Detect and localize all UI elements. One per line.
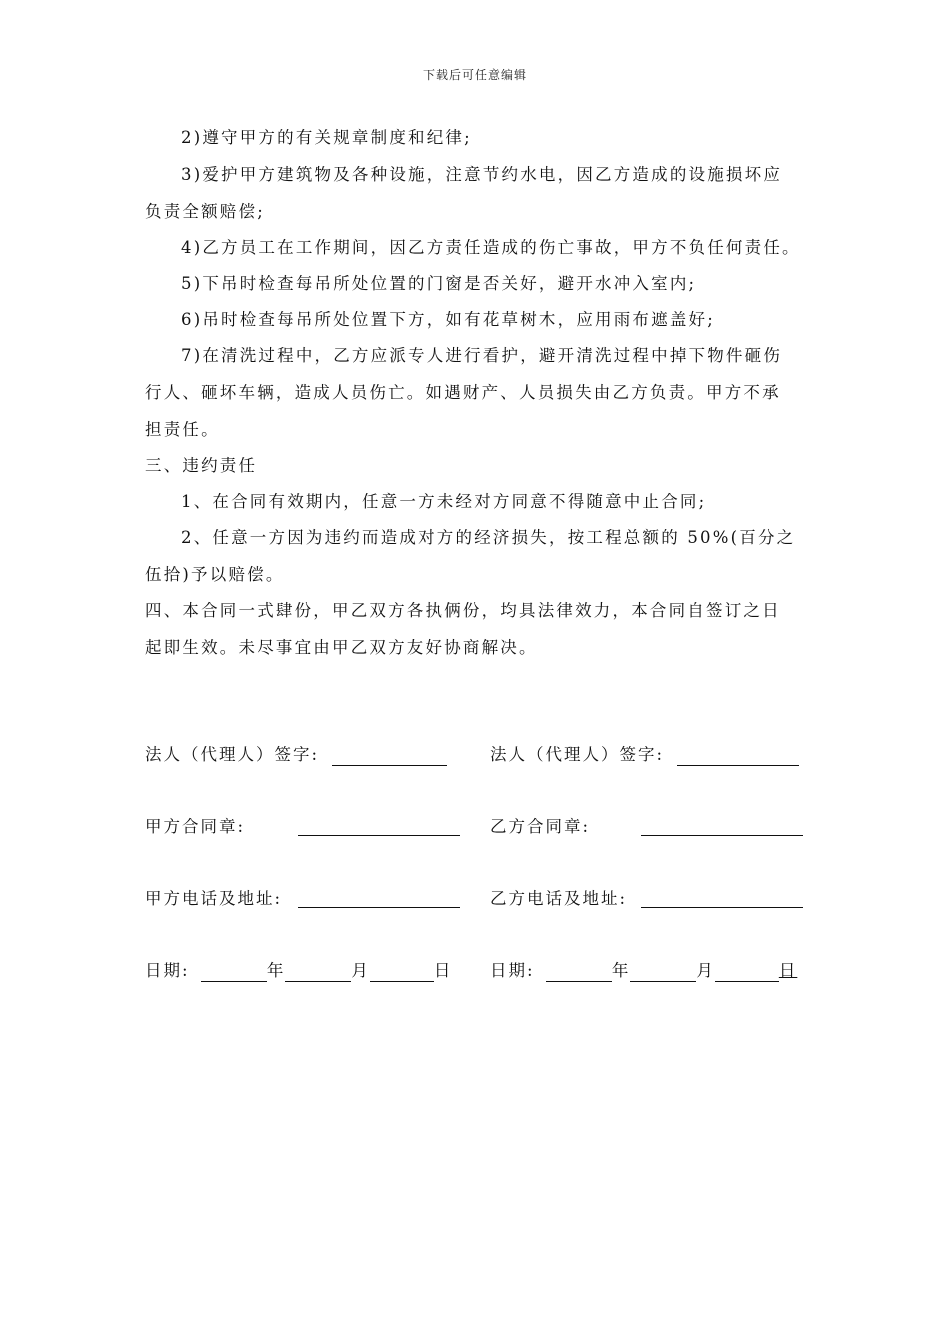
section-4-line-1: 四、本合同一式肆份，甲乙双方各执俩份，均具法律效力，本合同自签订之日 [145, 601, 781, 620]
section-3-heading: 三、违约责任 [145, 456, 258, 475]
year-blank-a[interactable] [201, 963, 267, 982]
contact-label-b: 乙方电话及地址: [490, 889, 628, 908]
section-4-line-2: 起即生效。未尽事宜由甲乙双方友好协商解决。 [145, 638, 538, 657]
breach-clause-2-line-2: 伍拾)予以赔偿。 [145, 565, 285, 584]
sign-blank-b[interactable] [677, 747, 799, 766]
sign-label-a: 法人（代理人）签字: [145, 745, 320, 764]
clause-6: 6)吊时检查每吊所处位置下方，如有花草树木，应用雨布遮盖好; [181, 310, 715, 329]
seal-row-b [490, 816, 590, 838]
seal-label-a: 甲方合同章: [145, 817, 246, 836]
clause-7-line-2: 行人、砸坏车辆，造成人员伤亡。如遇财产、人员损失由乙方负责。甲方不承 [145, 383, 781, 402]
seal-blank-a[interactable] [298, 817, 460, 836]
seal-label-b: 乙方合同章: [490, 817, 591, 836]
clause-4: 4)乙方员工在工作期间，因乙方责任造成的伤亡事故，甲方不负任何责任。 [181, 238, 801, 257]
day-label-a: 日 [433, 961, 453, 980]
clause-7-line-1: 7)在清洗过程中，乙方应派专人进行看护，避开清洗过程中掉下物件砸伤 [181, 346, 783, 365]
contact-row-b [490, 888, 627, 910]
date-row-a [145, 960, 452, 982]
month-blank-b[interactable] [630, 963, 696, 982]
breach-clause-2-line-1: 2、任意一方因为违约而造成对方的经济损失，按工程总额的 50%(百分之 [181, 528, 796, 547]
clause-5: 5)下吊时检查每吊所处位置的门窗是否关好，避开水冲入室内; [181, 274, 697, 293]
clause-7-line-3: 担责任。 [145, 420, 220, 439]
sign-label-b: 法人（代理人）签字: [490, 745, 665, 764]
month-blank-a[interactable] [285, 963, 351, 982]
day-blank-a[interactable] [370, 963, 434, 982]
year-blank-b[interactable] [546, 963, 612, 982]
date-label-a: 日期: [145, 961, 190, 980]
date-row-b [490, 960, 797, 982]
breach-clause-1: 1、在合同有效期内，任意一方未经对方同意不得随意中止合同; [181, 492, 707, 511]
seal-row-a [145, 816, 245, 838]
date-label-b: 日期: [490, 961, 535, 980]
day-label-b: 日 [778, 961, 798, 980]
contact-blank-a[interactable] [298, 889, 460, 908]
contact-row-a [145, 888, 282, 910]
clause-3-line-2: 负责全额赔偿; [145, 202, 265, 221]
contact-label-a: 甲方电话及地址: [145, 889, 283, 908]
page-header: 下载后可任意编辑 [422, 68, 527, 82]
signature-row-a [145, 744, 447, 766]
day-blank-b[interactable] [715, 963, 779, 982]
sign-blank-a[interactable] [332, 747, 447, 766]
year-label-a: 年 [266, 961, 286, 980]
seal-blank-b[interactable] [641, 817, 803, 836]
clause-2: 2)遵守甲方的有关规章制度和纪律; [181, 128, 472, 147]
clause-3-line-1: 3)爱护甲方建筑物及各种设施，注意节约水电，因乙方造成的设施损坏应 [181, 165, 783, 184]
contact-blank-b[interactable] [641, 889, 803, 908]
month-label-b: 月 [696, 961, 715, 980]
year-label-b: 年 [611, 961, 631, 980]
month-label-a: 月 [351, 961, 370, 980]
signature-row-b [490, 744, 799, 766]
